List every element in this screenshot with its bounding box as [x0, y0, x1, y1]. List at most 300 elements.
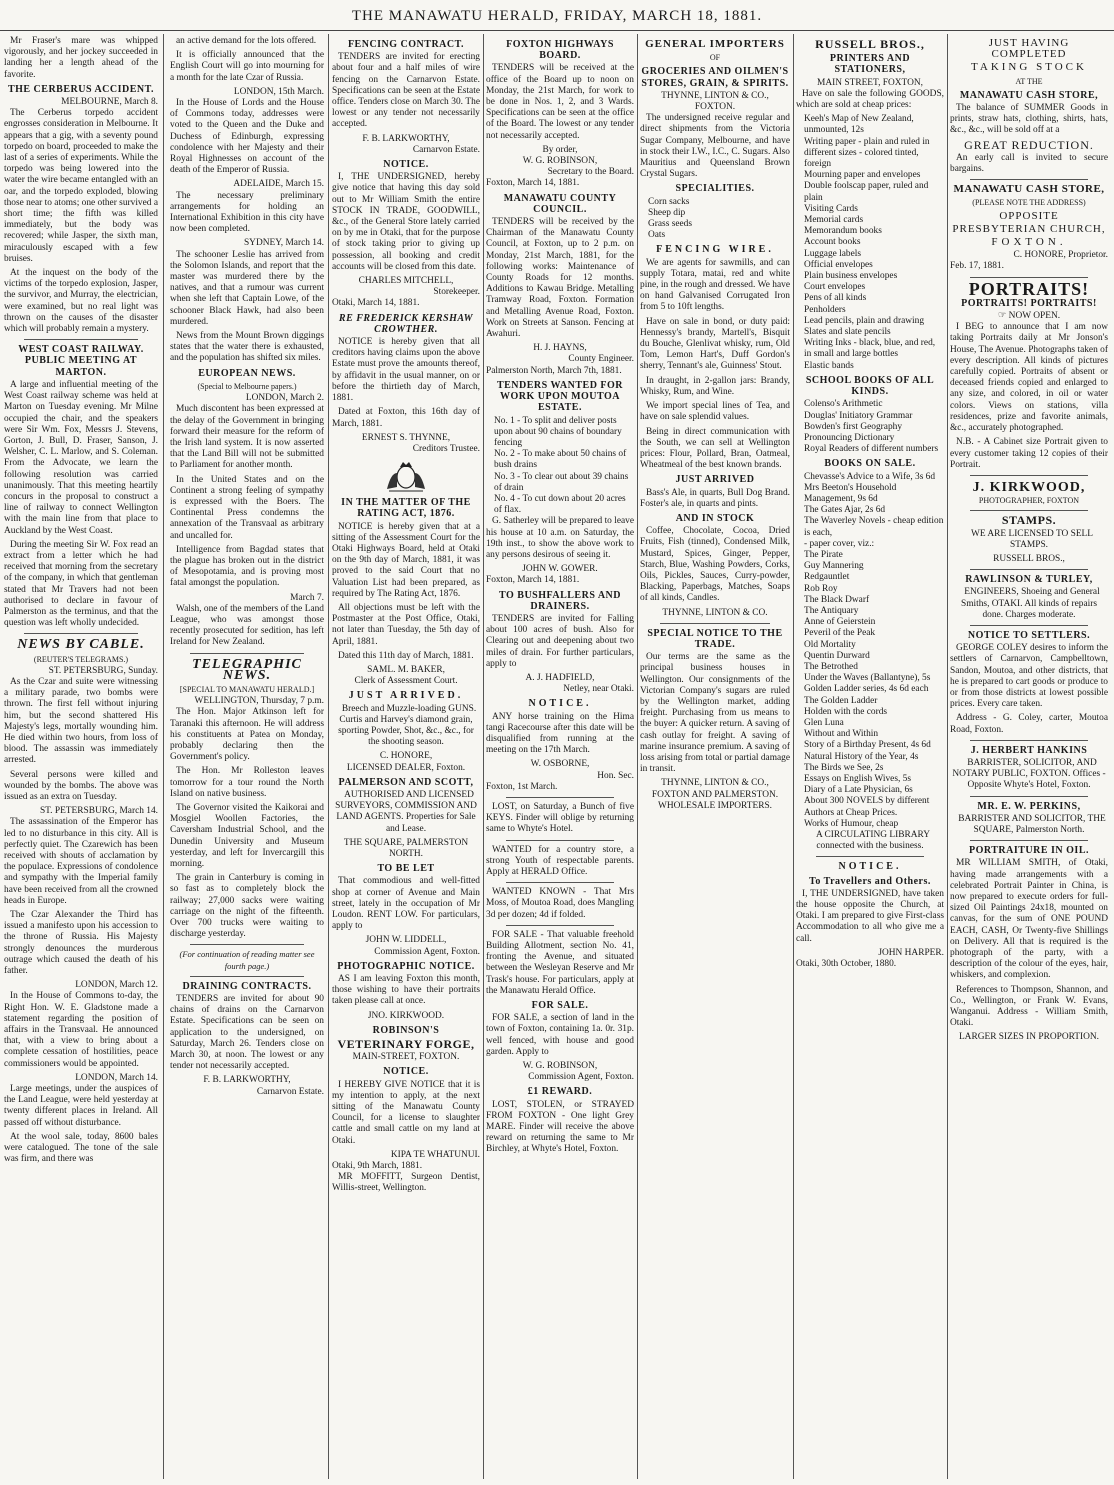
ad-date: Otaki, 9th March, 1881. — [332, 1161, 423, 1172]
ad-address: MAIN-STREET, FOXTON. — [352, 1052, 460, 1063]
article-text: In the House of Lords and the House of Commons today, addresses were voted to the Queen and the Duke and Duchess of Edinburgh, expressing condolence with her Majesty and their Royal Highnesses on account of the death of the Emperor of Russia. — [170, 98, 324, 176]
column-4 — [486, 36, 634, 1479]
list-item: No. 2 - To make about 50 chains of bush drains — [494, 449, 627, 471]
divider — [506, 882, 614, 883]
ad-date: Feb. 17, 1881. — [950, 261, 1004, 272]
column-rule — [163, 34, 164, 1479]
list-item: Natural History of the Year, 4s — [804, 751, 919, 762]
dateline: ADELAIDE, March 15. — [233, 179, 324, 190]
ad-text: I HEREBY GIVE NOTICE that it is my intention to apply, at the next sitting of the Manawatu County Council, for a license to slaughter cattle and small cattle on my land at Otaki. — [332, 1079, 480, 1146]
ad-text: Breech and Muzzle-loading GUNS. Curtis and Harvey's diamond grain, sporting Powder, Shot, &c., &c., for the shooting season. — [338, 703, 477, 748]
ad-date: Foxton, 1st March. — [486, 781, 558, 792]
ad-signature: RUSSELL BROS., — [993, 553, 1065, 564]
list-item: Mourning paper and envelopes — [804, 170, 921, 181]
ad-text: An early call is invited to secure bargains. — [950, 152, 1108, 175]
ad-text: TENDERS are invited for about 90 chains of drains on the Carnarvon Estate. Specifications can be seen on application to the undersigned, on Saturday, March 26. Tenders close on March 30, at noon. The lowest or any tender not necessarily accepted. — [170, 994, 324, 1072]
ad-text: In draught, in 2-gallon jars: Brandy, Whisky, Rum, and Wine. — [640, 375, 790, 397]
ad-heading: SPECIAL NOTICE TO THE TRADE. — [647, 627, 783, 650]
divider — [190, 653, 304, 654]
divider — [190, 944, 304, 945]
ad-signature: ERNEST S. THYNNE, — [361, 432, 451, 443]
divider — [970, 740, 1088, 741]
ad-heading: FOR SALE. — [531, 1000, 589, 1012]
ad-heading: OPPOSITE — [999, 209, 1059, 222]
ad-heading: ROBINSON'S — [372, 1024, 440, 1036]
ad-subheading: AT THE — [1015, 76, 1043, 86]
ad-heading: STAMPS. — [1001, 513, 1057, 528]
firm-location: FOXTON AND PALMERSTON. — [651, 789, 779, 800]
ad-heading: FENCING CONTRACT. — [347, 39, 465, 50]
masthead-title: THE MANAWATU HERALD, FRIDAY, MARCH 18, 1881. — [351, 8, 763, 24]
list-item: Diary of a Late Physician, 6s — [804, 785, 913, 796]
divider — [970, 840, 1088, 841]
list-item: Works of Humour, cheap — [804, 818, 899, 829]
ad-text: MR WILLIAM SMITH, of Otaki, having made arrangements with a celebrated Portrait Painter in China, is now prepared to execute orders for full-sized Oil Paintings 24x18, mounted on canvas, for the sum of ONE POUND EACH, CASH, Or Twenty-five Shillings on Delivery. All that is required is the photograph of the party, with a description of the colour of the eyes, hair, whiskers, and complexion. — [950, 858, 1108, 981]
divider — [506, 840, 614, 841]
firm-location: FOXTON. — [694, 102, 736, 113]
article-text: Walsh, one of the members of the Land League, who was amongst those recently prosecuted for sedition, has left Ireland for New Zealand. — [170, 603, 324, 648]
article-subheading: (Special to Melbourne papers.) — [197, 381, 297, 391]
article-text: During the meeting Sir W. Fox read an extract from a letter which he had received that morning from the secretary of the company, in which that gentleman stated that Mr Travers had not been authorised to declare in favour of Palmerston as the terminus, and that the question was left wholly undecided. — [4, 539, 158, 629]
column-5 — [640, 36, 790, 1479]
ad-heading: NOTICE TO SETTLERS. — [967, 629, 1091, 641]
article-text: The Czar Alexander the Third has issued a manifesto upon his accession to the throne of Russia. His Majesty strongly denounces the murderous outrage which caused the death of his father. — [4, 910, 158, 977]
ad-text: TENDERS are invited for Falling about 100 acres of bush. Also for Clearing out and deepening about two miles of drain. For further particulars, apply to — [486, 613, 634, 669]
ad-heading: RUSSELL BROS., — [815, 37, 925, 51]
ad-heading: JUST HAVING COMPLETED — [988, 37, 1070, 61]
dateline: March 7. — [290, 592, 324, 603]
ad-text: Address - G. Coley, carter, Moutoa Road, Foxton. — [950, 713, 1108, 735]
list-item: No. 3 - To clear out about 39 chains of drain — [494, 471, 629, 493]
ad-date: Otaki, 30th October, 1880. — [796, 959, 897, 970]
ad-signature: W. OSBORNE, — [530, 759, 590, 770]
list-item: Corn sacks — [648, 196, 690, 207]
ad-text: LOST, on Saturday, a Bunch of five KEYS. Finder will oblige by returning same to Whyte's Hotel. — [486, 802, 634, 835]
ad-heading: SCHOOL BOOKS OF ALL KINDS. — [805, 374, 935, 398]
ad-text: GEORGE COLEY desires to inform the settlers of Carnarvon, Campbelltown, Sandon, Moutoa, and other districts, that he is prepared to cart goods or produce to or from those districts at lowest possible prices. Every care taken. — [950, 643, 1108, 710]
ad-text: ENGINEERS, Shoeing and General Smiths, OTAKI. All kinds of repairs done. Charges moderate. — [961, 587, 1100, 620]
column-rule — [637, 34, 638, 1479]
ad-heading: BOOKS ON SALE. — [824, 458, 916, 470]
list-item: Holden with the cords — [804, 706, 888, 717]
article-text: Much discontent has been expressed at the delay of the Government in bringing forward their measure for the reform of the Irish land system. It is now asserted that the Land Bill will not be submitted to Parliament for another month. — [170, 404, 324, 471]
list-item: Sheep dip — [648, 207, 686, 218]
ad-heading: FOXTON. — [991, 236, 1067, 249]
list-item: Double foolscap paper, ruled and plain — [804, 181, 929, 203]
divider — [970, 510, 1088, 511]
specialities-list — [640, 197, 790, 242]
ad-text: AUTHORISED AND LICENSED SURVEYORS, COMMISSION AND LAND AGENTS. Properties for Sale and Lease. — [335, 789, 477, 834]
ad-signature: Storekeeper. — [433, 287, 480, 298]
ad-text: LARGER SIZES IN PROPORTION. — [958, 1032, 1100, 1043]
list-item: Glen Luna — [804, 717, 844, 728]
pointing-hand-icon: ☞ — [997, 311, 1009, 322]
ad-signature: By order, — [542, 144, 578, 155]
article-text: The grain in Canterbury is coming in so fast as to completely block the railway; 27,000 sacks were waiting carriage on the night of the fifteenth. Over 700 trucks were waiting to discharge yesterday. — [170, 873, 324, 940]
list-item: Pens of all kinds — [804, 293, 867, 304]
dateline: ST. PETERSBURG, March 14. — [39, 806, 158, 817]
ad-text: Bass's Ale, in quarts, Bull Dog Brand. Foster's ale, in quarts and pints. — [640, 487, 790, 509]
royal-crest-icon — [383, 459, 429, 493]
ad-heading: NOTICE. — [383, 159, 429, 171]
ad-signature: Secretary to the Board. — [547, 167, 634, 178]
divider — [970, 796, 1088, 797]
list-item: Story of a Birthday Present, 4s 6d — [804, 740, 931, 751]
firm-name: THYNNE, LINTON & CO. — [662, 607, 768, 618]
list-item: Slates and slate pencils — [804, 327, 891, 338]
ad-text: I, THE UNDERSIGNED, have taken the house opposite the Church, at Otaki. I am prepared to give First-class Accommodation to all who give me a call. — [796, 888, 944, 944]
list-item: Lead pencils, plain and drawing — [804, 315, 925, 326]
article-text: Mr Fraser's mare was whipped vigorously, and her jockey succeeded in landing her a length ahead of the favorite. — [4, 36, 158, 80]
list-item: Writing paper - plain and ruled in different sizes - colored tinted, foreign — [804, 136, 930, 170]
ad-heading: PRINTERS AND STATIONERS, — [829, 53, 911, 76]
ad-text: WANTED KNOWN - That Mrs Moss, of Moutoa Road, does Mangling 3d per dozen; 4d if folded. — [486, 887, 634, 920]
ad-text: I BEG to announce that I am now taking Portraits daily at Mr Jonson's House, The Avenue. Photographs taken of every description. All kinds of pictures carefully copied. Portraits of absent or deceased friends copied and enlarged to any size, and colored, in oil or water colors. Views on stations, villa residences, prize and favorite animals, &c., accurately photographed. — [950, 322, 1108, 434]
article-text: The necessary preliminary arrangements for holding an International Exhibition in this city have now been completed. — [170, 190, 324, 235]
list-item: Peveril of the Peak — [804, 628, 876, 639]
dateline: LONDON, March 12. — [75, 980, 158, 991]
ad-text: BARRISTER AND SOLICITOR, THE SQUARE, Palmerston North. — [958, 813, 1106, 835]
ad-heading: TENDERS WANTED FOR WORK UPON MOUTOA ESTATE. — [496, 379, 624, 414]
ad-heading: JUST ARRIVED. — [348, 690, 464, 702]
ad-signature: H. J. HAYNS, — [533, 343, 587, 354]
ad-signature: Carnarvon Estate. — [256, 1086, 324, 1097]
list-item: Without and Within — [804, 729, 879, 740]
article-text: Intelligence from Bagdad states that the plague has broken out in the district of Mesopotamia, and is proving most fatal amongst the population. — [170, 544, 324, 589]
list-item: The Waverley Novels - cheap edition is each, — [804, 516, 944, 538]
ad-signature: Creditors Trustee. — [412, 443, 480, 454]
ad-date: Foxton, March 14, 1881. — [486, 575, 580, 586]
list-item: Luggage labels — [804, 248, 862, 259]
ad-subheading: (PLEASE NOTE THE ADDRESS) — [972, 198, 1086, 208]
divider — [970, 277, 1088, 278]
ad-text: NOTICE is hereby given that all creditors having claims upon the above Estate must prove the amounts thereof, by affidavit in the usual manner, on or before the thirtieth day of March, 1881. — [332, 337, 480, 404]
list-item: No. 1 - To split and deliver posts upon about 90 chains of boundary fencing — [494, 415, 622, 448]
list-item: Royal Readers of different numbers — [804, 444, 939, 455]
ad-heading: NOTICE. — [528, 698, 592, 710]
dateline: LONDON, March 2. — [245, 393, 324, 404]
divider — [24, 633, 138, 634]
article-text: The Cerberus torpedo accident engrosses consideration in Melbourne. It appears that a gig, with a seventy pound torpedo on board, proceeded to make the last of a series of experiments. While the torpedo was being lowered into the water the wire became entangled with an oar, and the torpedo exploded, blowing those near to atoms; one other survived a short time; the fifth was killed immediately, but the body was recovered; while Jasper, the sixth man, miraculously escaped with a few bruises. — [4, 108, 158, 264]
ad-text: All objections must be left with the Postmaster at the Post Office, Otaki, not later than Tuesday, the 5th day of April, 1881. — [332, 602, 480, 647]
list-item: About 300 NOVELS by different Authors at Cheap Prices. — [804, 796, 930, 818]
list-item: Official envelopes — [804, 259, 873, 270]
ad-heading: MANAWATU COUNTY COUNCIL. — [503, 192, 617, 215]
ad-signature: W. G. ROBINSON, — [522, 156, 598, 167]
section-subheading: [SPECIAL TO MANAWATU HERALD.] — [179, 684, 315, 694]
masthead — [0, 0, 1114, 31]
ad-heading: NOTICE. — [838, 861, 902, 873]
ad-address: THE SQUARE, PALMERSTON NORTH. — [343, 837, 469, 859]
list-item: Under the Waves (Ballantyne), 5s — [804, 673, 931, 684]
ad-text: AS I am leaving Foxton this month, those wishing to have their portraits taken please call at once. — [332, 974, 480, 1007]
list-item: Colenso's Arithmetic — [804, 399, 883, 410]
ad-signature: JNO. KIRKWOOD. — [367, 1010, 445, 1021]
school-books-list — [796, 399, 944, 455]
list-item: Keeh's Map of New Zealand, unmounted, 12s — [804, 114, 914, 136]
column-rule — [947, 34, 948, 1479]
divider — [970, 569, 1088, 570]
column-7 — [950, 36, 1108, 1479]
ad-text: A CIRCULATING LIBRARY connected with the business. — [815, 830, 931, 852]
ad-signature: C. HONORE, Proprietor. — [1013, 250, 1108, 261]
divider — [970, 625, 1088, 626]
list-item: The Black Dwarf — [804, 594, 870, 605]
article-heading: EUROPEAN NEWS. — [198, 367, 296, 379]
section-heading: TELEGRAPHIC NEWS. — [192, 656, 302, 683]
ad-text: I, THE UNDERSIGNED, hereby give notice that having this day sold out to Mr William Smith the entire STOCK IN TRADE, GOODWILL, &c., of the General Store lately carried on by me in Otaki, that for the purpose of stock taking prior to giving up possession, all booking and credit accounts will be closed from this date. — [332, 172, 480, 272]
ad-text: FOR SALE, a section of land in the town of Foxton, containing 1a. 0r. 31p. well fenced, with house and good garden. Apply to — [486, 1013, 634, 1057]
ad-heading: £1 REWARD. — [527, 1086, 593, 1098]
ad-text: Our terms are the same as the principal business houses in Wellington. Our consignments of the Victorian Company's sugars are ruled by the Wellington market, adding freight. Purchasing from us means to the buyer: A quicker return. A saving of cash outlay for freight. A saving of marine insurance premium. A saving of loss arising from total or partial damage in transit. — [640, 652, 790, 775]
ad-text: Have on sale the following GOODS, which are sold at cheap prices: — [796, 88, 944, 111]
list-item: The Birds we See, 2s — [804, 762, 884, 773]
list-item: Writing Inks - black, blue, and red, in small and large bottles — [804, 338, 936, 360]
ad-heading: NOTICE. — [383, 1066, 429, 1078]
ad-date: Otaki, March 14, 1881. — [332, 298, 420, 309]
article-text: an active demand for the lots offered. — [176, 36, 317, 46]
list-item: Chevasse's Advice to a Wife, 3s 6d — [804, 471, 936, 482]
ad-address: MAIN STREET, FOXTON, — [817, 77, 923, 88]
article-text: At the wool sale, today, 8600 bales were catalogued. The tone of the sale was firm, and there was — [4, 1131, 158, 1165]
firm-name: THYNNE, LINTON & CO., — [661, 90, 769, 101]
ad-date: Palmerston North, March 7th, 1881. — [486, 365, 622, 376]
ad-signature: County Engineer. — [568, 354, 634, 365]
article-heading: WEST COAST RAILWAY. PUBLIC MEETING AT MARTON. — [18, 344, 144, 378]
list-item: The Golden Ladder — [804, 695, 878, 706]
ad-text: WANTED for a country store, a strong Youth of respectable parents. Apply at HERALD Office. — [486, 844, 634, 878]
ad-signature: F. B. LARKWORTHY, — [362, 133, 450, 144]
ad-text: Coffee, Chocolate, Cocoa, Dried Fruits, Fish (tinned), Condensed Milk, Mustard, Spices, Ginger, Pepper, Starch, Blue, Washing Powders, Corks, Oils, Pickles, Sauces, Curry-powder, Blacking, Paperbags, Matches, Soaps of all kinds, Candles. — [640, 526, 790, 604]
ad-heading: PORTRAITURE IN OIL. — [969, 845, 1089, 857]
ad-signature: C. HONORE, — [379, 751, 433, 762]
divider — [816, 856, 924, 857]
ad-heading: MR. E. W. PERKINS, — [977, 800, 1081, 812]
ad-text: NOTICE is hereby given that at a sitting of the Assessment Court for the Otaki Highways Board, held at Otaki on the 9th day of March, 1881, it was proved to the said Court that no Valuation List had been prepared, as required by The Rating Act, 1876. — [332, 521, 480, 599]
ad-heading: JUST ARRIVED — [675, 474, 755, 486]
ad-text: N.B. - A Cabinet size Portrait given to every customer taking 12 copies of their Portrait. — [950, 437, 1108, 470]
ad-heading: To Travellers and Others. — [809, 875, 931, 887]
article-text: In the United States and on the Continent a strong feeling of sympathy is expressed with the Boers. The Continental Press condemns the annexation of the Transvaal as arbitrary and uncalled for. — [170, 474, 324, 541]
firm-name: THYNNE, LINTON & CO., — [661, 778, 769, 789]
ad-signature: Hon. Sec. — [597, 770, 634, 781]
column-3 — [332, 36, 480, 1479]
article-text: In the House of Commons to-day, the Right Hon. W. E. Gladstone made a statement regarding the position of affairs in the Transvaal. He announced that, with a view to bring about a complete cessation of hostilities, peace commissioners would be appointed. — [4, 991, 158, 1069]
ad-text: G. Satherley will be prepared to leave his house at 10 a.m. on Saturday, the 19th inst., to show the above work to any persons desirous of seeing it. — [486, 516, 634, 560]
list-item: Memorial cards — [804, 215, 864, 226]
ad-heading: DRAINING CONTRACTS. — [182, 980, 312, 992]
ad-heading: PALMERSON AND SCOTT, — [338, 776, 474, 788]
section-subheading: (REUTER'S TELEGRAMS.) — [33, 654, 129, 664]
list-item: Grass seeds — [648, 219, 693, 230]
ad-signature: CHARLES MITCHELL, — [358, 276, 454, 287]
ad-heading: RAWLINSON & TURLEY, — [965, 574, 1093, 586]
ad-signature: Commission Agent, Foxton. — [374, 946, 480, 957]
list-item: Anne of Geierstein — [804, 617, 876, 628]
ad-date: Dated at Foxton, this 16th day of March, 1881. — [332, 407, 480, 429]
ad-text: Being in direct communication with the South, we can sell at Wellington prices: Flour, Pollard, Bran, Oatmeal, Wheatmeal of the best known brands. — [640, 426, 790, 471]
article-text: A large and influential meeting of the West Coast railway scheme was held at Marton on Tuesday evening. Mr Milne occupied the chair, and the speakers were Sir Wm. Fox, Messrs J. Stevens, Gorton, J. Bull, D. Fraser, Sanson, J. Welsher, C. L. Marlow, and S. Coleman. From the Advocate, we learn the following resolution was carried unanimously. That this meeting heartily concurs in the proposal to construct a line of railway to connect Wellington with the main line from that place to Auckland by the West Coast. — [4, 379, 158, 536]
now-open-label: NOW OPEN. — [1008, 311, 1061, 322]
column-rule — [793, 34, 794, 1479]
list-item: Douglas' Initiatory Grammar — [804, 410, 913, 421]
list-item: Visiting Cards — [804, 203, 858, 214]
dateline: MELBOURNE, March 8. — [61, 97, 158, 108]
divider — [506, 925, 614, 926]
stationery-list — [796, 114, 944, 372]
list-item: Mrs Beeton's Household Management, 9s 6d — [804, 482, 897, 504]
continuation-note: (For continuation of reading matter see fourth page.) — [179, 949, 315, 971]
ad-text: BARRISTER, SOLICITOR, AND NOTARY PUBLIC, FOXTON. Offices - Opposite Whyte's Hotel, Foxton. — [952, 757, 1106, 791]
list-item: Quentin Durward — [804, 650, 870, 661]
ad-heading: GREAT REDUCTION. — [964, 137, 1094, 152]
article-text: The schooner Leslie has arrived from the Solomon Islands, and report that the master was murdered there by the natives, and that a rumour was current when she left that Captain Lowe, of the schooner Black Hawk, had also been murdered. — [170, 249, 324, 327]
dateline: WELLINGTON, Thursday, 7 p.m. — [194, 696, 324, 707]
divider — [190, 976, 304, 977]
ad-heading: GROCERIES AND OILMEN'S STORES, GRAIN, & SPIRITS. — [641, 66, 789, 89]
ad-date: Foxton, March 14, 1881. — [486, 178, 580, 189]
ad-heading: J. HERBERT HANKINS — [970, 744, 1088, 756]
ad-heading: VETERINARY FORGE, — [337, 1037, 475, 1052]
column-rule — [328, 34, 329, 1479]
list-item: Account books — [804, 237, 861, 248]
ad-signature: SAML. M. BAKER, — [367, 664, 445, 675]
section-heading: NEWS BY CABLE. — [17, 637, 145, 653]
list-item: Bowden's first Geography — [804, 421, 903, 432]
article-text: As the Czar and suite were witnessing a military parade, two bombs were thrown. The first fell without injuring him, but the second shattered His Majesty's legs, mortally wounding him. He died within two hours, from loss of blood. The assassin was immediately arrested. — [4, 676, 158, 766]
list-item: The Betrothed — [804, 661, 858, 672]
ad-heading — [950, 311, 1108, 322]
ad-signature: KIPA TE WHATUNUI. — [390, 1149, 480, 1160]
article-text: Several persons were killed and wounded by the bombs. The above was issued as an extra on Tuesday. — [4, 769, 158, 802]
ad-signature: Netley, near Otaki. — [563, 684, 634, 695]
column-6 — [796, 36, 944, 1479]
ad-text: References to Thompson, Shannon, and Co., Wellington, or Frank W. Evans, Wanganui. Address - William Smith, Otaki. — [950, 984, 1108, 1029]
article-text: At the inquest on the body of the victims of the torpedo explosion, Jasper, the survivor, and Murray, the electrician, were examined, but no real light was thrown on the causes of the disaster which will probably remain a mystery. — [4, 268, 158, 335]
ad-signature: LICENSED DEALER, Foxton. — [346, 762, 466, 773]
list-item: Elastic bands — [804, 360, 854, 371]
ad-date: Dated this 11th day of March, 1881. — [338, 650, 474, 661]
ad-heading: SPECIALITIES. — [675, 183, 755, 195]
tender-list — [486, 416, 634, 517]
ad-text: We are agents for sawmills, and can supply Totara, matai, red and white pine, in the rough and dressed. We have on hand Galvanised Corrugated Iron from 5 to 10ft lengths. — [640, 257, 790, 313]
ad-heading: MANAWATU CASH STORE, — [953, 183, 1105, 196]
ad-subheading: OF — [709, 53, 721, 63]
list-item: The Antiquary — [804, 605, 859, 616]
dateline: LONDON, March 14. — [75, 1072, 158, 1083]
list-item: Golden Ladder series, 4s 6d each — [804, 684, 929, 695]
ad-text: TENDERS will be received by the Chairman of the Manawatu County Council, at Foxton, up to 2 p.m. on Monday, 21st March, 1881, for the following works: Maintenance of County Roads for 12 months. Additions to Kawau Bridge. Metalling Tramway Road, Foxton. Formation and Metalling Avenue Road, Foxton. Work on Streets at Sanson. Fencing at Awahuri. — [486, 217, 634, 340]
ad-text: TENDERS are invited for erecting about four and a half miles of wire fencing on the Carnarvon Estate. Specifications can be seen at the Estate office. Tenders close on March 30. The lowest or any tender not necessarily accepted. — [332, 52, 480, 130]
ad-signature: A. J. HADFIELD, — [525, 672, 595, 683]
list-item: The Gates Ajar, 2s 6d — [804, 505, 886, 516]
ad-text: The undersigned receive regular and direct shipments from the Victoria Sugar Company, Melbourne, and have in stock their I.W., I.C., C. Sugars. Also Mauritius and Queensland Brown Crystal Sugars. — [640, 113, 790, 180]
ad-text: That commodious and well-fitted shop at corner of Avenue and Main street, lately in the occupation of Mr Loudon. RENT LOW. For particulars, apply to — [332, 876, 480, 932]
ad-heading: FENCING WIRE. — [656, 244, 774, 256]
ad-heading: FOXTON HIGHWAYS BOARD. — [506, 39, 614, 62]
list-item: Memorandum books — [804, 226, 882, 237]
list-item: Plain business envelopes — [804, 271, 898, 282]
list-item: Pronouncing Dictionary — [804, 432, 895, 443]
ad-text: FOR SALE - That valuable freehold Building Allotment, section No. 41, fronting the Avenue, and situated between the Wesleyan Reserve and Mr Trask's house. For particulars, apply at the Manawatu Herald Office. — [486, 929, 634, 996]
ad-heading: J. KIRKWOOD, — [972, 479, 1086, 495]
article-text: The Hon. Mr Rolleston leaves tomorrow for a tour round the North Island on native business. — [170, 766, 324, 799]
column-rule — [483, 34, 484, 1479]
ad-text: The balance of SUMMER Goods in prints, straw hats, clothing, shirts, hats, &c., &c., will be sold off at a — [950, 103, 1108, 136]
ad-signature: JOHN HARPER. — [878, 947, 944, 958]
dateline: ST. PETERSBURG, Sunday. — [48, 665, 158, 676]
article-text: News from the Mount Brown diggings states that the water there is exhausted, and the population has shifted six miles. — [170, 331, 324, 364]
ad-text: TENDERS will be received at the office of the Board up to noon on Monday, the 21st March, for work to be done in Nos. 1, 2, and 3 Wards. Specifications can be seen at the office of the Board. The lowest or any tender not necessarily accepted. — [486, 63, 634, 141]
ad-heading: GENERAL IMPORTERS — [645, 38, 785, 50]
ad-signature: Clerk of Assessment Court. — [354, 676, 458, 687]
ad-text: Have on sale in bond, or duty paid: Hennessy's brandy, Martell's, Bisquit du Bouche, Glenlivat whisky, rum, Old Tom, Lemon Hart's, Duff Gordon's sherry, Tennant's ale, Guinness' Stout. — [640, 316, 790, 372]
ad-heading: MANAWATU CASH STORE, — [959, 89, 1099, 101]
ad-signature: W. G. ROBINSON, — [522, 1061, 598, 1072]
ad-text: ANY horse training on the Hima tangi Racecourse after this date will be disqualified from running at the meeting on the 17th March. — [486, 711, 634, 756]
ad-heading: RE FREDERICK KERSHAW CROWTHER. — [338, 312, 474, 335]
dateline: SYDNEY, March 14. — [243, 238, 324, 249]
column-1 — [4, 36, 158, 1479]
list-item: Court envelopes — [804, 282, 866, 293]
divider — [970, 475, 1088, 476]
list-item: Redgauntlet — [804, 572, 850, 583]
ad-signature: Carnarvon Estate. — [412, 144, 480, 155]
ad-heading: TO BE LET — [377, 863, 435, 875]
ad-signature: JOHN W. GOWER. — [522, 564, 598, 575]
article-text: It is officially announced that the English Court will go into mourning for a month for the late Czar of Russia. — [170, 50, 324, 83]
ad-text: We import special lines of Tea, and have on sale splendid values. — [640, 401, 790, 423]
article-text: Large meetings, under the auspices of the Land League, were held yesterday at twenty different places in Ireland. All passed off without disturbance. — [4, 1084, 158, 1128]
ad-text: WE ARE LICENSED TO SELL STAMPS. — [970, 528, 1094, 550]
ad-subheading: PHOTOGRAPHER, FOXTON — [978, 496, 1080, 506]
ad-signature: F. B. LARKWORTHY, — [203, 1075, 291, 1086]
ad-heading: TAKING STOCK — [971, 61, 1087, 74]
ad-heading: PORTRAITS! — [968, 278, 1090, 299]
list-item: - paper cover, viz.: — [804, 538, 875, 549]
firm-description: WHOLESALE IMPORTERS. — [657, 800, 773, 811]
article-text: The assassination of the Emperor has led to no disturbance in this city. All is perfectly quiet. The Czarewich has been received with shouts of acclamation by the populace. Expressions of condolence and sympathy with the Imperial family have been received from all the crowned heads in Europe. — [4, 817, 158, 906]
column-2 — [170, 36, 324, 1479]
list-item: Rob Roy — [804, 583, 838, 594]
ad-signature: JOHN W. LIDDELL, — [365, 935, 447, 946]
ad-text: MR MOFFITT, Surgeon Dentist, Willis-street, Wellington. — [332, 1172, 480, 1194]
ad-heading: PHOTOGRAPHIC NOTICE. — [337, 960, 475, 972]
list-item: Guy Mannering — [804, 561, 864, 572]
list-item: No. 4 - To cut down about 20 acres of flax. — [494, 493, 626, 516]
divider — [660, 623, 770, 624]
divider — [506, 797, 614, 798]
divider — [970, 179, 1088, 180]
ad-heading: IN THE MATTER OF THE RATING ACT, 1876. — [341, 497, 471, 520]
list-item: The Pirate — [804, 549, 843, 560]
ad-text: LOST, STOLEN, or STRAYED FROM FOXTON - One light Grey MARE. Finder will receive the above reward on returning the same to Mr Birchley, at Whyte's Hotel, Foxton. — [486, 1099, 634, 1155]
list-item: Old Mortality — [804, 639, 856, 650]
ad-signature: Commission Agent, Foxton. — [528, 1072, 634, 1083]
divider — [24, 339, 138, 340]
ad-heading: AND IN STOCK — [675, 512, 755, 524]
list-item: Oats — [648, 230, 666, 241]
article-text: The Hon. Major Atkinson left for Taranaki this afternoon. He will address his constituents at Patea on Monday, probably declaring then the Government's policy. — [170, 707, 324, 763]
dateline: LONDON, 15th March. — [233, 86, 324, 97]
ad-heading: TO BUSHFALLERS AND DRAINERS. — [499, 589, 621, 612]
ad-heading: PRESBYTERIAN CHURCH, — [952, 222, 1106, 235]
list-item: Penholders — [804, 304, 846, 315]
article-text: The Governor visited the Kaikorai and Mosgiel Woollen Factories, the Caversham Industrial School, and the Dunedin University and Museum yesterday, and left for Invercargill this morning. — [170, 803, 324, 870]
books-list — [796, 472, 944, 831]
ad-heading: PORTRAITS! PORTRAITS! — [961, 297, 1097, 309]
list-item: Essays on English Wives, 5s — [804, 774, 912, 784]
